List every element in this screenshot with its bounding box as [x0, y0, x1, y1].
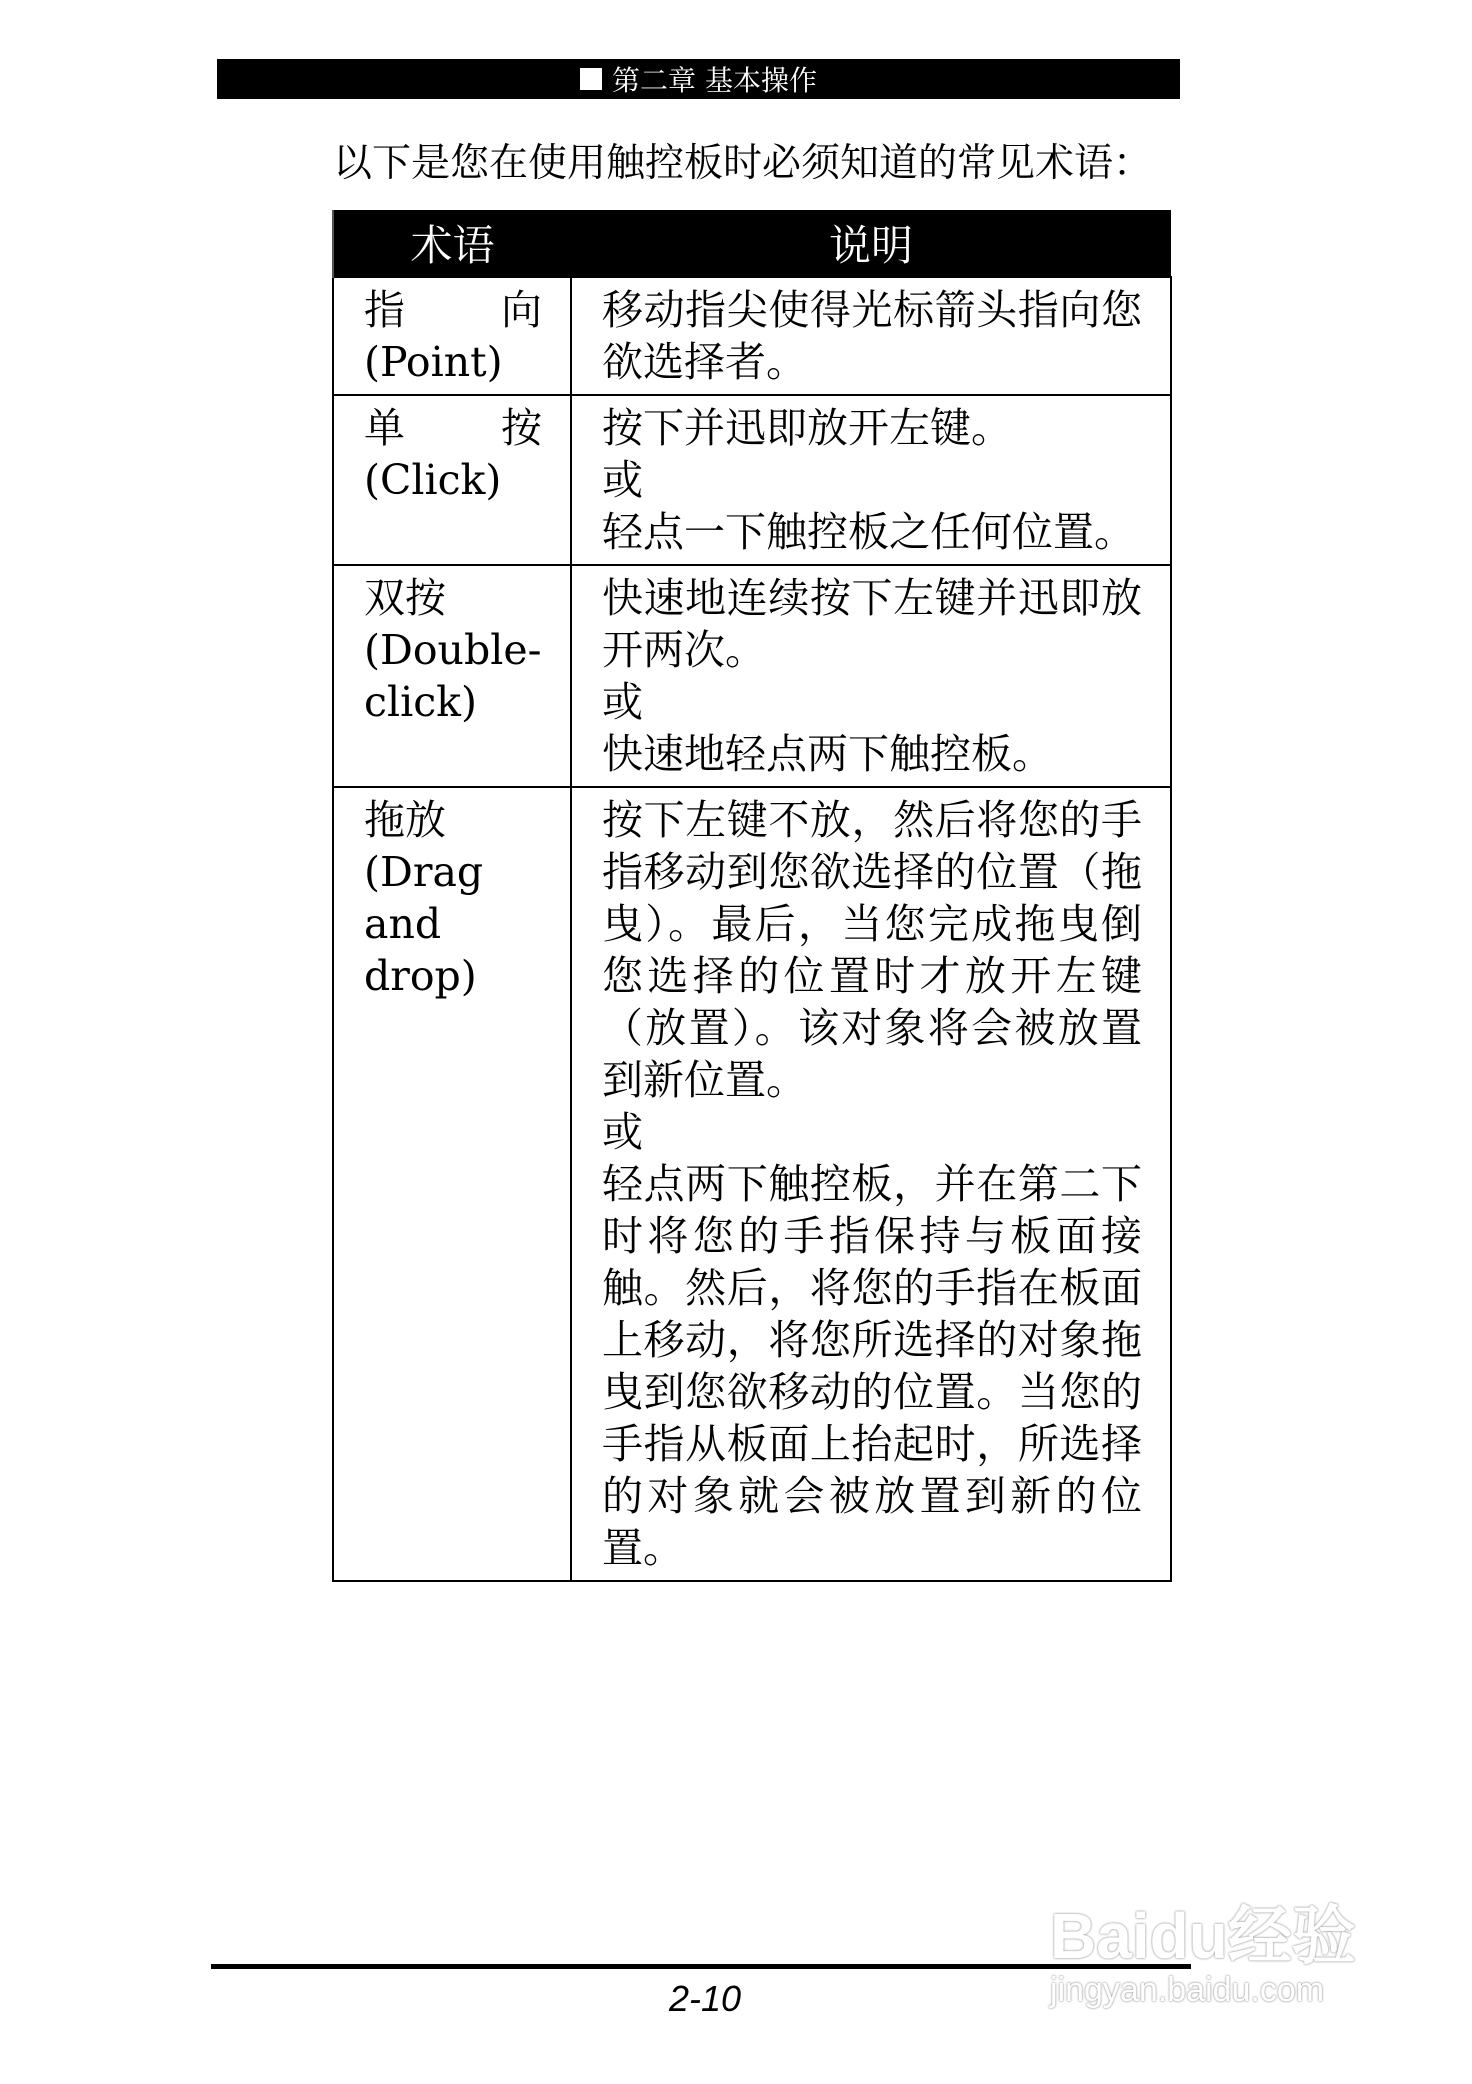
term-cell — [333, 395, 571, 565]
page-number: 2-10 — [668, 1978, 742, 2019]
table-header-row — [333, 210, 1171, 277]
chapter-title: 第二章 基本操作 — [612, 64, 817, 97]
footer-rule — [211, 1964, 1191, 1969]
term-chinese: 双按 — [364, 574, 446, 622]
description-paragraph: 快速地轻点两下触控板。 — [602, 730, 1053, 778]
square-bullet-icon — [580, 68, 602, 90]
term-cell — [333, 787, 571, 1581]
term-chinese: 指 向 — [364, 286, 542, 334]
watermark-url: jingyan.baidu.com — [1050, 1971, 1325, 2009]
terms-table — [332, 210, 1172, 1582]
term-chinese: 拖放 — [364, 796, 446, 844]
description-paragraph: 或 — [602, 678, 643, 726]
header-term: 术语 — [333, 210, 571, 277]
chapter-header — [217, 59, 1180, 99]
table-row — [333, 395, 1171, 565]
term-chinese: 单 按 — [364, 404, 542, 452]
description-paragraph: 按下并迅即放开左键。 — [602, 404, 1012, 452]
term-english: (Point) — [364, 338, 503, 386]
description-cell — [571, 787, 1171, 1581]
table-row — [333, 277, 1171, 395]
description-paragraph: 移动指尖使得光标箭头指向您欲选择者。 — [602, 286, 1142, 386]
term-cell — [333, 277, 571, 395]
description-paragraph: 或 — [602, 456, 643, 504]
header-description: 说明 — [571, 210, 1171, 277]
description-paragraph: 轻点一下触控板之任何位置。 — [602, 508, 1135, 556]
term-english: (Click) — [364, 456, 502, 504]
term-english: (Drag and drop) — [364, 848, 484, 1000]
intro-text: 以下是您在使用触控板时必须知道的常见术语： — [333, 141, 1153, 186]
watermark-brand: Baidu经验 — [1050, 1900, 1356, 1972]
description-paragraph: 轻点两下触控板，并在第二下时将您的手指保持与板面接触。然后，将您的手指在板面上移动，将您所选择的对象拖曳到您欲移动的位置。当您的手指从板面上抬起时，所选择的对象就会被放置到新的位置。 — [602, 1160, 1142, 1572]
term-english: (Double-click) — [364, 626, 542, 726]
description-cell — [571, 277, 1171, 395]
description-paragraph: 或 — [602, 1108, 643, 1156]
description-paragraph: 按下左键不放，然后将您的手指移动到您欲选择的位置（拖曳）。最后，当您完成拖曳倒您选择的位置时才放开左键（放置）。该对象将会被放置到新位置。 — [602, 796, 1142, 1104]
description-cell — [571, 565, 1171, 787]
term-cell — [333, 565, 571, 787]
table-row — [333, 565, 1171, 787]
watermark — [1050, 1885, 1356, 2010]
description-paragraph: 快速地连续按下左键并迅即放开两次。 — [602, 574, 1142, 674]
table-row — [333, 787, 1171, 1581]
description-cell — [571, 395, 1171, 565]
